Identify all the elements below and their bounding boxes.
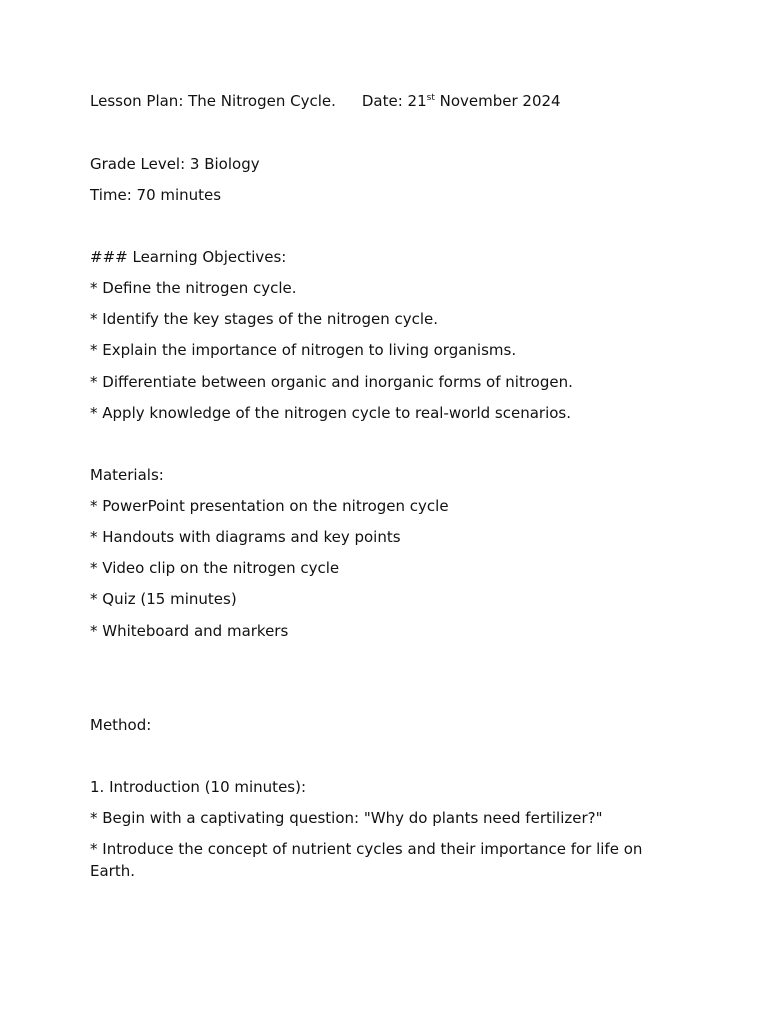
lesson-title: Lesson Plan: The Nitrogen Cycle.: [90, 92, 336, 110]
material-item: * Quiz (15 minutes): [90, 590, 237, 608]
date-rest: November 2024: [434, 92, 561, 110]
lesson-date: [362, 92, 561, 110]
grade-level: Grade Level: 3 Biology: [90, 155, 260, 173]
objective-item: * Explain the importance of nitrogen to living organisms.: [90, 341, 517, 359]
date-ordinal-suffix: st: [426, 93, 435, 103]
objective-item: * Identify the key stages of the nitrogen cycle.: [90, 310, 439, 328]
objective-item: * Differentiate between organic and inorganic forms of nitrogen.: [90, 373, 573, 391]
material-item: * Handouts with diagrams and key points: [90, 528, 401, 546]
objectives-heading: ### Learning Objectives:: [90, 248, 287, 266]
materials-heading: Materials:: [90, 466, 164, 484]
material-item: * Video clip on the nitrogen cycle: [90, 559, 340, 577]
method-heading: Method:: [90, 716, 152, 734]
header-line: [90, 90, 561, 112]
method-step-item: * Introduce the concept of nutrient cycles and their importance for life on Earth.: [90, 840, 643, 880]
objective-item: * Apply knowledge of the nitrogen cycle to real-world scenarios.: [90, 404, 572, 422]
date-prefix: Date: 21: [361, 92, 427, 110]
objective-item: * Define the nitrogen cycle.: [90, 279, 297, 297]
method-step-item: * Begin with a captivating question: "Why do plants need fertilizer?": [90, 809, 603, 827]
method-step-title: 1. Introduction (10 minutes):: [90, 778, 307, 796]
time-allotted: Time: 70 minutes: [90, 186, 222, 204]
material-item: * Whiteboard and markers: [90, 622, 289, 640]
material-item: * PowerPoint presentation on the nitrogen cycle: [90, 497, 449, 515]
